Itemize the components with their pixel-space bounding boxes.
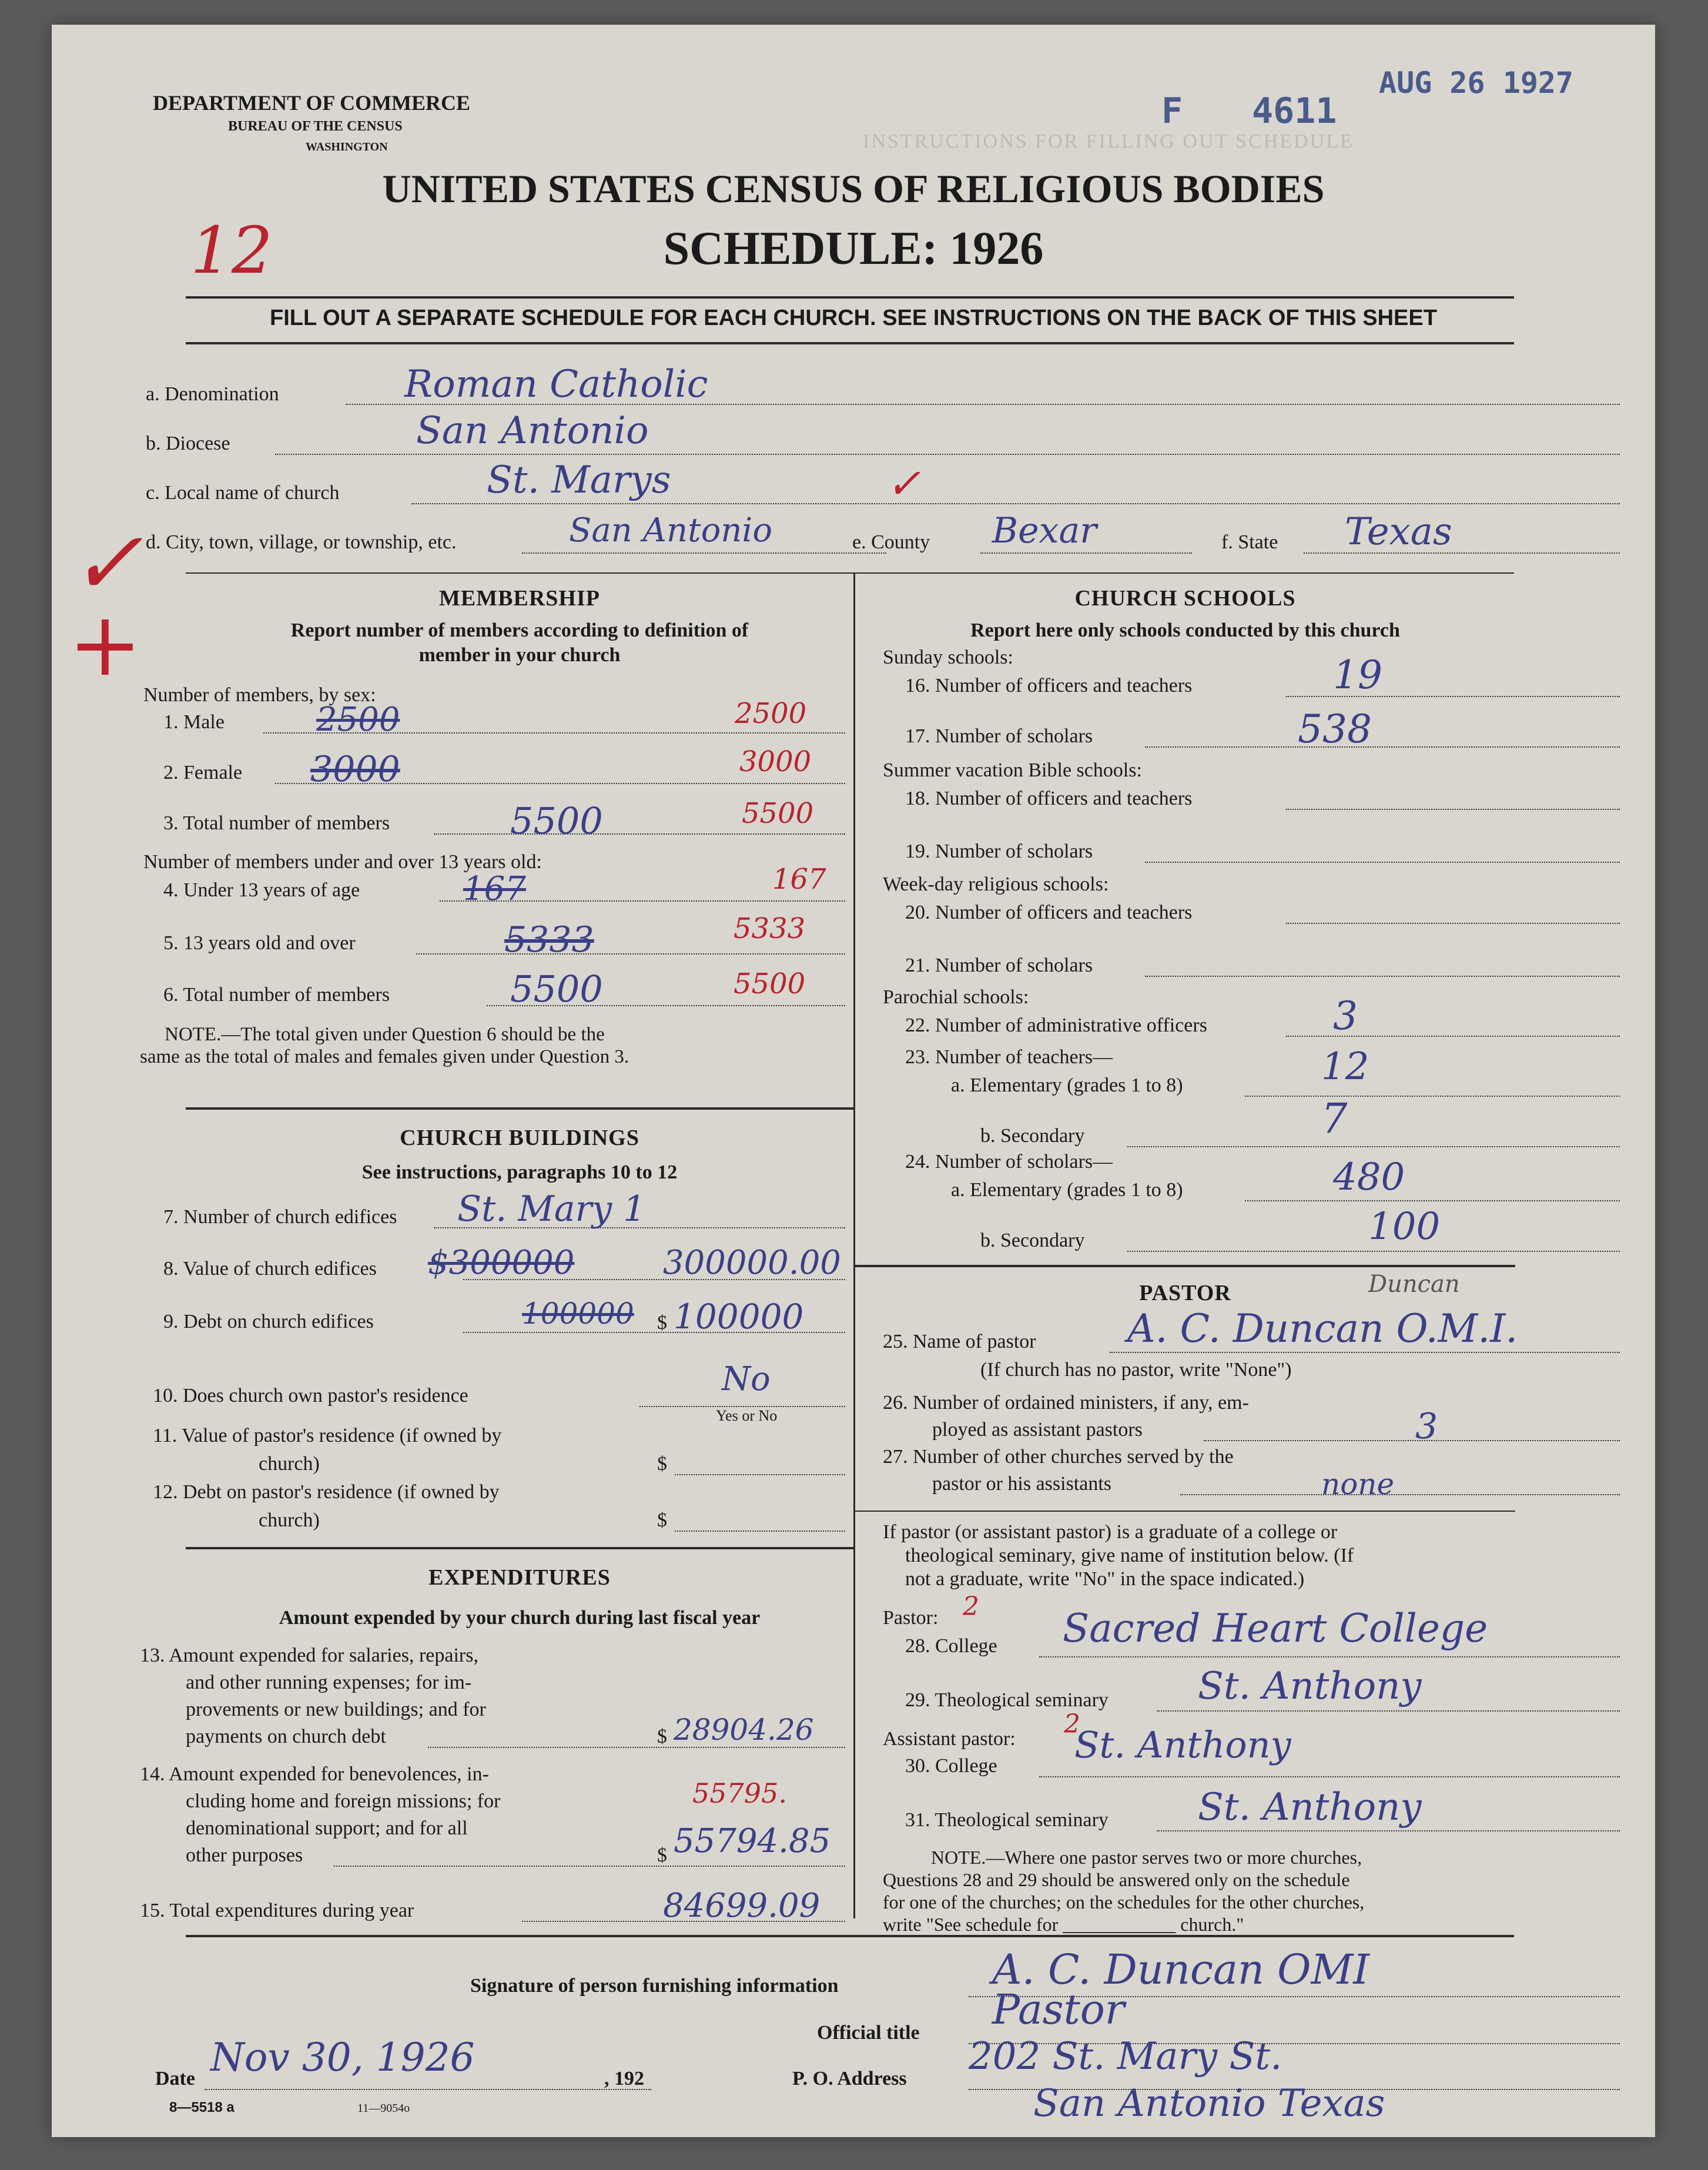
- instruction-banner: FILL OUT A SEPARATE SCHEDULE FOR EACH CHURCH. SEE INSTRUCTIONS ON THE BACK OF THIS SHEET: [270, 306, 1437, 330]
- membership-note-2: same as the total of males and females given under Question 3.: [140, 1046, 629, 1067]
- q26-label-2: ployed as assistant pastors: [932, 1419, 1143, 1441]
- q1-value: 2500: [316, 701, 400, 739]
- q27-label: 27. Number of other churches served by the: [883, 1446, 1234, 1468]
- q14-value: 55794.85: [674, 1822, 831, 1860]
- q23a-line: [1245, 1096, 1620, 1097]
- official-title-value: Pastor: [992, 1985, 1125, 2034]
- q22-label: 22. Number of administrative officers: [905, 1014, 1207, 1036]
- q23a-label: a. Elementary (grades 1 to 8): [951, 1074, 1183, 1096]
- q31-line: [1157, 1830, 1620, 1831]
- q15-label: 15. Total expenditures during year: [140, 1900, 414, 1921]
- signature-value: A. C. Duncan OMI: [992, 1945, 1369, 1994]
- q30-label: 30. College: [905, 1755, 997, 1777]
- q30-line: [1039, 1776, 1620, 1777]
- q11-dollar: $: [657, 1453, 667, 1475]
- schools-intro: Report here only schools conducted by this church: [970, 619, 1400, 641]
- city-value: San Antonio: [569, 511, 773, 550]
- q14-label-2: cluding home and foreign missions; for: [186, 1790, 501, 1812]
- po-address-label: P. O. Address: [792, 2068, 907, 2089]
- q9-label: 9. Debt on church edifices: [163, 1311, 374, 1332]
- q12-line: [675, 1531, 845, 1532]
- q6-label: 6. Total number of members: [163, 984, 390, 1006]
- pastor-note-3: for one of the churches; on the schedules for the other churches,: [883, 1891, 1365, 1913]
- q19-line: [1145, 862, 1620, 863]
- county-label: e. County: [852, 531, 930, 553]
- rule: [855, 1511, 1515, 1512]
- q10-hint: Yes or No: [716, 1407, 778, 1424]
- q2-label: 2. Female: [163, 762, 243, 783]
- q9-value: 100000: [522, 1297, 634, 1331]
- q4-red-value: 167: [772, 863, 826, 896]
- assistant-pastor-subheading: Assistant pastor:: [883, 1728, 1016, 1750]
- print-number: 11—9054o: [357, 2102, 410, 2115]
- q28-label: 28. College: [905, 1635, 997, 1657]
- city-line: [522, 552, 886, 554]
- q17-label: 17. Number of scholars: [905, 725, 1093, 747]
- q6-value: 5500: [510, 967, 603, 1010]
- q24b-line: [1127, 1251, 1620, 1252]
- date-line: [205, 2089, 651, 2090]
- q14-line: [334, 1866, 845, 1867]
- q26-value: 3: [1415, 1406, 1438, 1447]
- q11-line: [675, 1474, 845, 1475]
- red-check-mark: ✓: [886, 460, 921, 508]
- graduate-note-1: If pastor (or assistant pastor) is a graduate of a college or: [883, 1521, 1338, 1543]
- q3-value: 5500: [510, 799, 603, 842]
- q25-line: [1110, 1352, 1620, 1353]
- q8-value-corrected: 300000.00: [663, 1244, 841, 1282]
- stamp-mark: F: [1161, 91, 1183, 132]
- pastor-title: PASTOR: [1139, 1281, 1231, 1305]
- state-value: Texas: [1345, 510, 1452, 554]
- summer-schools-label: Summer vacation Bible schools:: [883, 759, 1142, 781]
- q6-red-value: 5500: [734, 967, 806, 1000]
- q1-red-value: 2500: [735, 697, 807, 730]
- q8-label: 8. Value of church edifices: [163, 1258, 377, 1280]
- diocese-line: [275, 454, 1620, 455]
- date-value: Nov 30, 1926: [210, 2035, 475, 2080]
- q15-value: 84699.09: [663, 1887, 820, 1925]
- assistant-pastor-count: 2: [1064, 1709, 1080, 1739]
- q23-label: 23. Number of teachers—: [905, 1046, 1113, 1068]
- dept-name: DEPARTMENT OF COMMERCE: [153, 91, 471, 115]
- q18-label: 18. Number of officers and teachers: [905, 788, 1193, 809]
- q29-line: [1157, 1710, 1620, 1712]
- local-name-label: c. Local name of church: [146, 482, 340, 504]
- county-line: [980, 552, 1192, 554]
- q12-label: 12. Debt on pastor's residence (if owned by: [153, 1481, 500, 1503]
- form-title: UNITED STATES CENSUS OF RELIGIOUS BODIES: [382, 166, 1325, 211]
- q3-label: 3. Total number of members: [163, 812, 390, 834]
- buildings-title: CHURCH BUILDINGS: [400, 1126, 639, 1150]
- q23b-label: b. Secondary: [980, 1125, 1085, 1147]
- q13-label-4: payments on church debt: [186, 1726, 386, 1747]
- q11-label-2: church): [259, 1453, 320, 1475]
- pastor-note-4: write "See schedule for ____________ church.": [883, 1914, 1244, 1935]
- graduate-note-2: theological seminary, give name of institution below. (If: [905, 1545, 1354, 1566]
- q24a-value: 480: [1333, 1156, 1405, 1199]
- q16-value: 19: [1333, 652, 1382, 698]
- q10-value: No: [722, 1360, 771, 1398]
- q4-label: 4. Under 13 years of age: [163, 879, 360, 901]
- q24b-label: b. Secondary: [980, 1230, 1085, 1251]
- membership-intro-1: Report number of members according to definition of: [290, 619, 749, 641]
- q14-red-value: 55795.: [692, 1777, 787, 1809]
- red-margin-cross: +: [68, 594, 142, 696]
- q27-line: [1180, 1494, 1620, 1495]
- column-divider: [853, 572, 855, 1918]
- date-label: Date: [155, 2068, 195, 2089]
- red-margin-check: ✓: [69, 513, 143, 615]
- q10-label: 10. Does church own pastor's residence: [153, 1385, 468, 1407]
- q29-value: St. Anthony: [1198, 1665, 1422, 1708]
- q1-label: 1. Male: [163, 711, 225, 733]
- pastor-subheading: Pastor:: [883, 1607, 939, 1629]
- buildings-intro: See instructions, paragraphs 10 to 12: [361, 1161, 678, 1183]
- q23b-line: [1127, 1146, 1620, 1147]
- q28-line: [1039, 1656, 1620, 1657]
- q29-label: 29. Theological seminary: [905, 1689, 1108, 1711]
- q20-label: 20. Number of officers and teachers: [905, 902, 1193, 923]
- q28-value: Sacred Heart College: [1063, 1606, 1488, 1651]
- q13-line: [428, 1747, 845, 1748]
- q24-label: 24. Number of scholars—: [905, 1151, 1113, 1173]
- q25-label: 25. Name of pastor: [883, 1331, 1036, 1352]
- diocese-label: b. Diocese: [146, 433, 230, 454]
- q27-value: none: [1321, 1467, 1395, 1501]
- pastor-note-2: Questions 28 and 29 should be answered only on the schedule: [883, 1869, 1350, 1890]
- q27-label-2: pastor or his assistants: [932, 1473, 1112, 1495]
- q13-value: 28904.26: [674, 1713, 814, 1747]
- rule: [186, 572, 1514, 574]
- rule: [186, 1935, 1514, 1937]
- rule: [186, 1107, 853, 1110]
- q3-red-value: 5500: [742, 797, 814, 830]
- sunday-schools-label: Sunday schools:: [883, 647, 1013, 668]
- graduate-note-3: not a graduate, write "No" in the space indicated.): [905, 1568, 1305, 1590]
- q16-label: 16. Number of officers and teachers: [905, 675, 1193, 696]
- q17-line: [1145, 746, 1620, 748]
- q14-label-4: other purposes: [186, 1844, 303, 1866]
- city-label: d. City, town, village, or township, etc.: [146, 531, 457, 553]
- weekday-schools-label: Week-day religious schools:: [883, 873, 1109, 895]
- q7-label: 7. Number of church edifices: [163, 1206, 397, 1228]
- q3-line: [434, 833, 845, 835]
- diocese-value: San Antonio: [416, 409, 649, 453]
- q19-label: 19. Number of scholars: [905, 840, 1093, 862]
- signature-label: Signature of person furnishing information: [470, 1975, 839, 1997]
- q14-label-3: denominational support; and for all: [186, 1817, 468, 1839]
- q18-line: [1286, 809, 1620, 810]
- q23b-value: 7: [1321, 1094, 1348, 1143]
- q8-value: $300000: [428, 1244, 575, 1282]
- parochial-schools-label: Parochial schools:: [883, 986, 1029, 1008]
- q24a-label: a. Elementary (grades 1 to 8): [951, 1179, 1183, 1201]
- local-name-line: [411, 503, 1620, 504]
- membership-title: MEMBERSHIP: [439, 586, 600, 611]
- q13-label-3: provements or new buildings; and for: [186, 1699, 486, 1720]
- q2-value: 3000: [310, 749, 400, 790]
- q17-value: 538: [1298, 706, 1372, 752]
- members-by-age-label: Number of members under and over 13 years old:: [143, 851, 542, 873]
- po-address-value-2: San Antonio Texas: [1033, 2082, 1385, 2125]
- rule: [186, 342, 1514, 344]
- q14-label: 14. Amount expended for benevolences, in-: [140, 1763, 489, 1785]
- q13-label: 13. Amount expended for salaries, repairs,: [140, 1645, 478, 1666]
- red-mark-number: 12: [190, 213, 273, 288]
- q7-value: St. Mary 1: [457, 1188, 646, 1230]
- q30-value: St. Anthony: [1074, 1723, 1291, 1766]
- q21-label: 21. Number of scholars: [905, 955, 1093, 976]
- q25-hint: (If church has no pastor, write "None"): [980, 1359, 1292, 1381]
- q5-red-value: 5333: [734, 912, 806, 945]
- expenditures-title: EXPENDITURES: [428, 1565, 611, 1590]
- q25-overwrite: Duncan: [1368, 1271, 1460, 1298]
- state-label: f. State: [1221, 531, 1278, 553]
- po-address-value-1: 202 St. Mary St.: [969, 2035, 1282, 2078]
- rule: [186, 1547, 853, 1549]
- rule: [855, 1265, 1515, 1267]
- q5-line: [416, 953, 845, 955]
- q23a-value: 12: [1321, 1045, 1369, 1089]
- pastor-count: 2: [963, 1592, 979, 1622]
- schedule-year: SCHEDULE: 1926: [663, 223, 1044, 274]
- local-name-value: St. Marys: [487, 458, 671, 502]
- q5-value: 5333: [504, 919, 594, 960]
- q13-dollar: $: [657, 1726, 667, 1747]
- q12-dollar: $: [657, 1509, 667, 1531]
- q20-line: [1286, 923, 1620, 924]
- official-title-label: Official title: [817, 2022, 920, 2044]
- q26-label: 26. Number of ordained ministers, if any, em-: [883, 1392, 1249, 1414]
- q31-value: St. Anthony: [1198, 1786, 1422, 1829]
- city-name: WASHINGTON: [306, 140, 388, 153]
- schools-title: CHURCH SCHOOLS: [1074, 586, 1296, 611]
- stamp-date: AUG 26 1927: [1379, 66, 1574, 100]
- membership-note-1: NOTE.—The total given under Question 6 should be the: [165, 1024, 605, 1045]
- bureau-name: BUREAU OF THE CENSUS: [228, 119, 403, 134]
- q25-value: A. C. Duncan O.M.I.: [1127, 1306, 1518, 1351]
- q14-dollar: $: [657, 1844, 667, 1866]
- q24b-value: 100: [1368, 1205, 1441, 1248]
- q11-label: 11. Value of pastor's residence (if owned by: [153, 1425, 502, 1446]
- q12-label-2: church): [259, 1509, 320, 1531]
- stamp-number: 4611: [1252, 91, 1337, 132]
- q31-label: 31. Theological seminary: [905, 1809, 1108, 1831]
- q24a-line: [1245, 1200, 1620, 1201]
- bleed-through-text: INSTRUCTIONS FOR FILLING OUT SCHEDULE: [863, 130, 1354, 152]
- pastor-note-1: NOTE.—Where one pastor serves two or more churches,: [931, 1847, 1362, 1868]
- form-number: 8—5518 a: [169, 2099, 235, 2115]
- q21-line: [1145, 976, 1620, 977]
- q5-label: 5. 13 years old and over: [163, 932, 356, 954]
- denomination-value: Roman Catholic: [404, 363, 708, 406]
- rule: [186, 296, 1514, 299]
- members-by-sex-label: Number of members, by sex:: [143, 684, 376, 706]
- denomination-label: a. Denomination: [146, 383, 279, 405]
- q9-dollar: $: [657, 1312, 667, 1334]
- expenditures-intro: Amount expended by your church during last fiscal year: [279, 1607, 761, 1629]
- county-value: Bexar: [992, 510, 1097, 551]
- q13-label-2: and other running expenses; for im-: [186, 1672, 472, 1693]
- q4-value: 167: [463, 870, 526, 908]
- date-suffix: , 192: [604, 2068, 644, 2089]
- q9-value-corrected: 100000: [674, 1297, 804, 1337]
- q2-red-value: 3000: [739, 745, 812, 778]
- membership-intro-2: member in your church: [418, 644, 621, 666]
- q26-line: [1204, 1440, 1620, 1441]
- q22-value: 3: [1333, 993, 1358, 1039]
- census-schedule-sheet: [52, 25, 1655, 2137]
